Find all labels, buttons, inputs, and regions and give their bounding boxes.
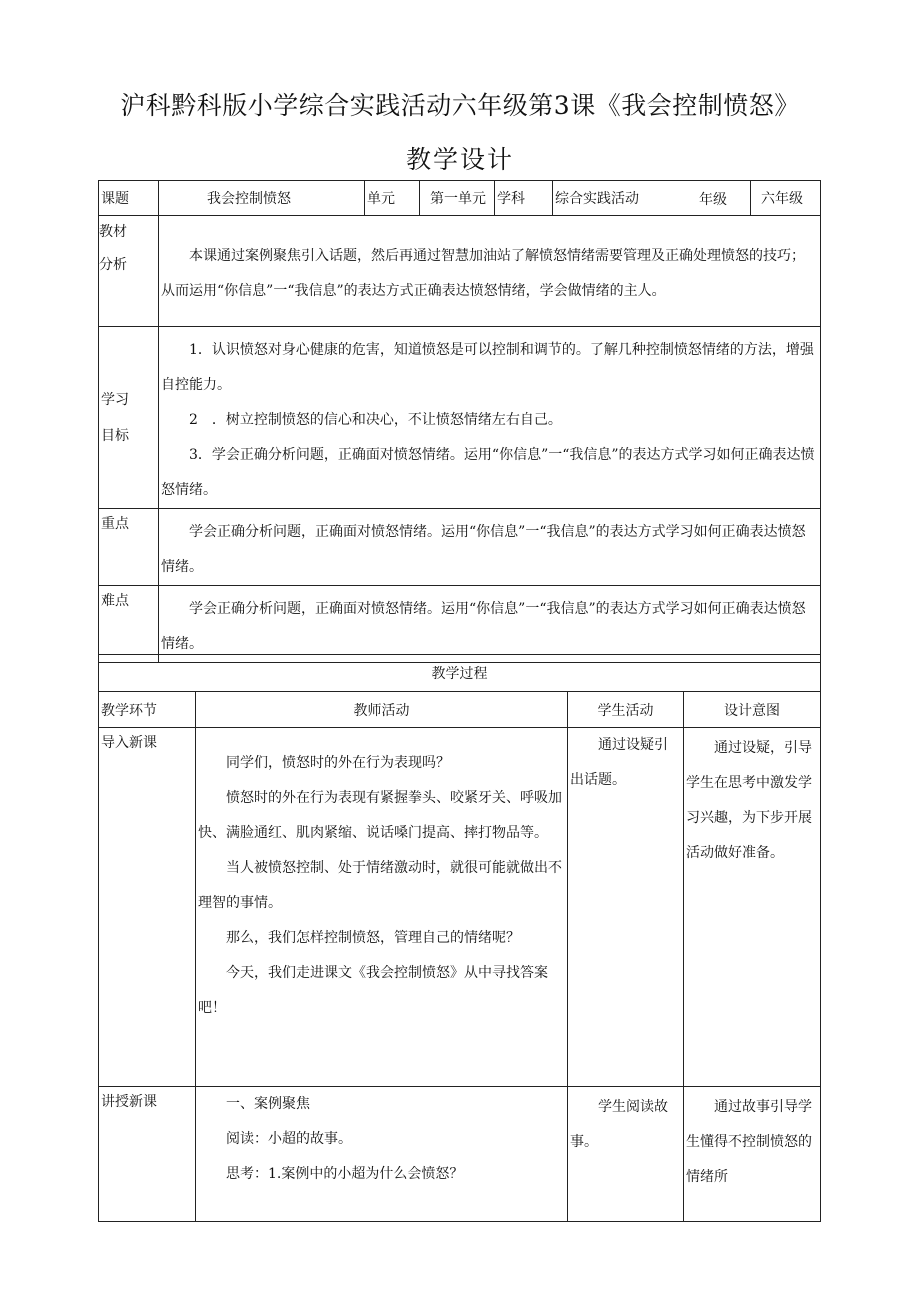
intro-teacher [196, 728, 568, 1087]
difficulty-content [159, 586, 821, 663]
intro-teacher-line-1: 同学们，愤怒时的外在行为表现吗？ [226, 755, 450, 771]
analysis-text: 本课通过案例聚焦引入话题，然后再通过智慧加油站了解愤怒情绪需要管理及正确处理愤怒的技巧；从而运用“你信息”一“我信息”的表达方式正确表达愤怒情绪，学会做情绪的主人。 [161, 248, 805, 299]
intro-stage: 导入新课 [99, 728, 196, 1087]
intro-teacher-line-3: 当人被愤怒控制、处于情绪激动时，就很可能就做出不理智的事情。 [198, 860, 562, 911]
teach-teacher-line-1: 一、案例聚焦 [226, 1096, 310, 1112]
teach-intent-text: 通过故事引导学生懂得不控制愤怒的情绪所 [686, 1099, 812, 1185]
intro-student [568, 728, 684, 1087]
header-stage: 教学环节 [99, 692, 196, 728]
course-name: 综合实践活动 [555, 191, 639, 207]
teach-student [568, 1087, 684, 1222]
intro-teacher-line-4: 那么，我们怎样控制愤怒，管理自己的情绪呢？ [226, 930, 520, 946]
difficulty-text: 学会正确分析问题，正确面对愤怒情绪。运用“你信息”一“我信息”的表达方式学习如何正确表达愤怒情绪。 [161, 601, 806, 652]
grade-value: 六年级 [751, 181, 821, 216]
teach-teacher [196, 1087, 568, 1222]
teach-teacher-line-2: 阅读：小超的故事。 [226, 1131, 352, 1147]
goals-label [99, 327, 159, 509]
intro-intent-text: 通过设疑，引导学生在思考中激发学习兴趣，为下步开展活动做好准备。 [686, 740, 812, 861]
analysis-label [99, 216, 159, 327]
info-table [98, 180, 821, 663]
key-point-text: 学会正确分析问题，正确面对愤怒情绪。运用“你信息”一“我信息”的表达方式学习如何正确表达愤怒情绪。 [161, 524, 806, 575]
goal-item-1: 1．认识愤怒对身心健康的危害，知道愤怒是可以控制和调节的。了解几种控制愤怒情绪的方法，增强自控能力。 [161, 342, 814, 393]
unit-value: 第一单元 [420, 181, 495, 216]
analysis-content [159, 216, 821, 327]
analysis-label-a: 教材 [99, 224, 127, 240]
goal-item-3: 3．学会正确分析问题，正确面对愤怒情绪。运用“你信息”一“我信息”的表达方式学习如何正确表达愤怒情绪。 [161, 447, 815, 498]
goal-item-2: 2 ．树立控制愤怒的信心和决心，不让愤怒情绪左右自己。 [189, 412, 562, 428]
header-teacher: 教师活动 [196, 692, 568, 728]
course-label: 学科 [495, 181, 553, 216]
unit-label: 单元 [365, 181, 420, 216]
analysis-label-b: 分析 [99, 257, 127, 273]
goals-label-b: 目标 [101, 428, 129, 444]
process-table [98, 654, 821, 1222]
course-value [553, 181, 751, 216]
goals-content [159, 327, 821, 509]
subject-label: 课题 [99, 181, 159, 216]
grade-label: 年级 [699, 192, 727, 208]
process-title: 教学过程 [99, 655, 821, 692]
key-point-content [159, 509, 821, 586]
difficulty-label: 难点 [99, 586, 159, 663]
teach-stage: 讲授新课 [99, 1087, 196, 1222]
header-intent: 设计意图 [684, 692, 821, 728]
doc-title-line1: 沪科黔科版小学综合实践活动六年级第3课《我会控制愤怒》 [120, 91, 800, 120]
goals-label-a: 学习 [101, 392, 129, 408]
intro-teacher-line-2: 愤怒时的外在行为表现有紧握拳头、咬紧牙关、呼吸加快、满脸通红、肌肉紧缩、说话嗓门提高、摔打物品等。 [198, 790, 562, 841]
intro-student-text: 通过设疑引出话题。 [570, 737, 668, 788]
teach-intent [684, 1087, 821, 1222]
teach-teacher-line-3: 思考：1.案例中的小超为什么会愤怒？ [226, 1166, 464, 1182]
teach-student-text: 学生阅读故事。 [570, 1099, 668, 1150]
subject-value: 我会控制愤怒 [159, 181, 365, 216]
doc-title-line2: 教学设计 [405, 145, 514, 174]
key-point-label: 重点 [99, 509, 159, 586]
intro-teacher-line-5: 今天，我们走进课文《我会控制愤怒》从中寻找答案吧！ [198, 965, 548, 1016]
header-student: 学生活动 [568, 692, 684, 728]
intro-intent [684, 728, 821, 1087]
